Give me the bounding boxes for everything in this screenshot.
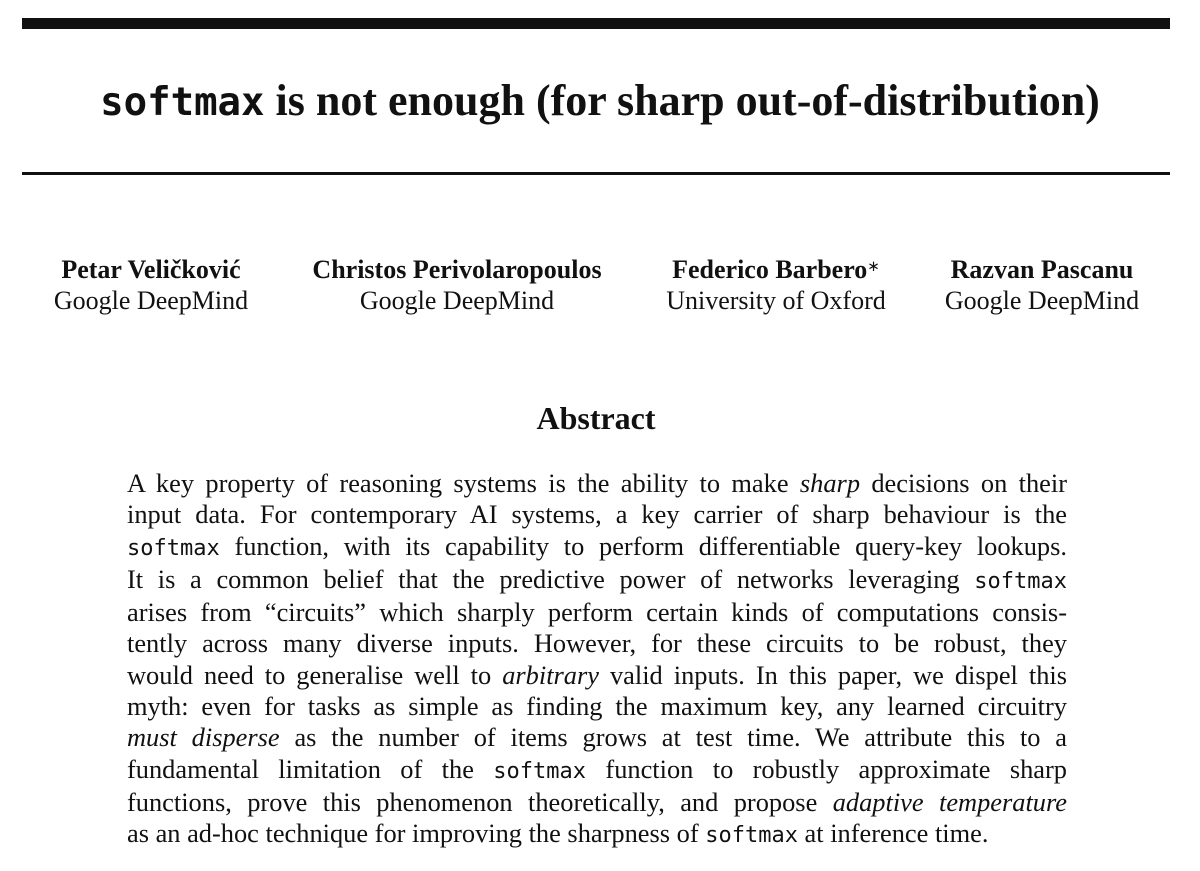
abstract-line — [127, 691, 1067, 722]
text-run: function to robustly approximate sharp — [586, 753, 1067, 784]
author-name: Petar Veličković — [61, 255, 241, 284]
text-run: at inference time. — [797, 818, 989, 849]
abstract-line — [127, 628, 1067, 659]
inline-code: softmax — [705, 823, 798, 849]
author-block-4 — [930, 254, 1154, 316]
text-run: as the number of items grows at test time. We attribute this to a — [279, 722, 1068, 753]
text-run: decisions on their — [860, 468, 1067, 498]
abstract-line — [127, 597, 1067, 628]
paper-title-rest: is not enough (for sharp out-of-distribution) — [264, 76, 1100, 125]
abstract-body — [127, 468, 1067, 852]
text-run: would need to generalise well to — [127, 659, 503, 690]
text-run: tently across many diverse inputs. However, for these circuits to be robust, they — [127, 628, 1067, 659]
text-run: function, with its capability to perform differentiable query-key lookups. — [219, 530, 1067, 561]
top-rule — [22, 18, 1170, 29]
emphasis-text: sharp — [799, 468, 861, 498]
author-affiliation: Google DeepMind — [944, 286, 1140, 315]
text-run: valid inputs. In this paper, we dispel this — [598, 659, 1067, 690]
text-run: arises from “circuits” which sharply perform certain kinds of computations consis- — [127, 597, 1067, 628]
author-block-2 — [292, 254, 622, 316]
emphasis-text: adaptive temperature — [832, 786, 1068, 817]
inline-code: softmax — [127, 535, 220, 561]
abstract-line — [127, 499, 1067, 530]
text-run: myth: even for tasks as simple as finding the maximum key, any learned circuitry — [127, 691, 1067, 722]
author-block-3 — [652, 254, 900, 316]
author-name: Federico Barbero∗ — [672, 255, 880, 284]
paper-title-code-word: softmax — [100, 80, 265, 125]
abstract-line — [127, 754, 1067, 787]
author-block-1 — [46, 254, 256, 316]
author-footnote-mark: ∗ — [867, 259, 880, 275]
author-affiliation: Google DeepMind — [53, 286, 249, 315]
text-run: functions, prove this phenomenon theoretically, and propose — [127, 786, 833, 817]
abstract-line — [127, 787, 1067, 818]
author-name: Razvan Pascanu — [950, 255, 1134, 284]
paper-title — [0, 72, 1200, 132]
text-run: input data. For contemporary AI systems, a key carrier of sharp behaviour is the — [127, 499, 1067, 530]
inline-code: softmax — [974, 568, 1067, 594]
abstract-line — [127, 660, 1067, 691]
abstract-line — [127, 818, 1067, 851]
text-run: A key property of reasoning systems is the ability to make — [127, 468, 800, 498]
inline-code: softmax — [493, 758, 587, 784]
abstract-line — [127, 468, 1067, 499]
emphasis-text: must disperse — [127, 722, 280, 753]
author-name: Christos Perivolaropoulos — [312, 255, 602, 284]
text-run: fundamental limitation of the — [127, 753, 494, 784]
emphasis-text: arbitrary — [502, 659, 599, 690]
abstract-line — [127, 722, 1067, 753]
text-run: It is a common belief that the predictive power of networks leveraging — [127, 563, 975, 594]
author-affiliation: Google DeepMind — [359, 286, 555, 315]
abstract-heading: Abstract — [536, 400, 656, 436]
abstract-line — [127, 564, 1067, 597]
abstract-line — [127, 531, 1067, 564]
title-bottom-rule — [22, 172, 1170, 175]
text-run: as an ad-hoc technique for improving the sharpness of — [127, 818, 706, 849]
author-affiliation: University of Oxford — [666, 286, 886, 315]
